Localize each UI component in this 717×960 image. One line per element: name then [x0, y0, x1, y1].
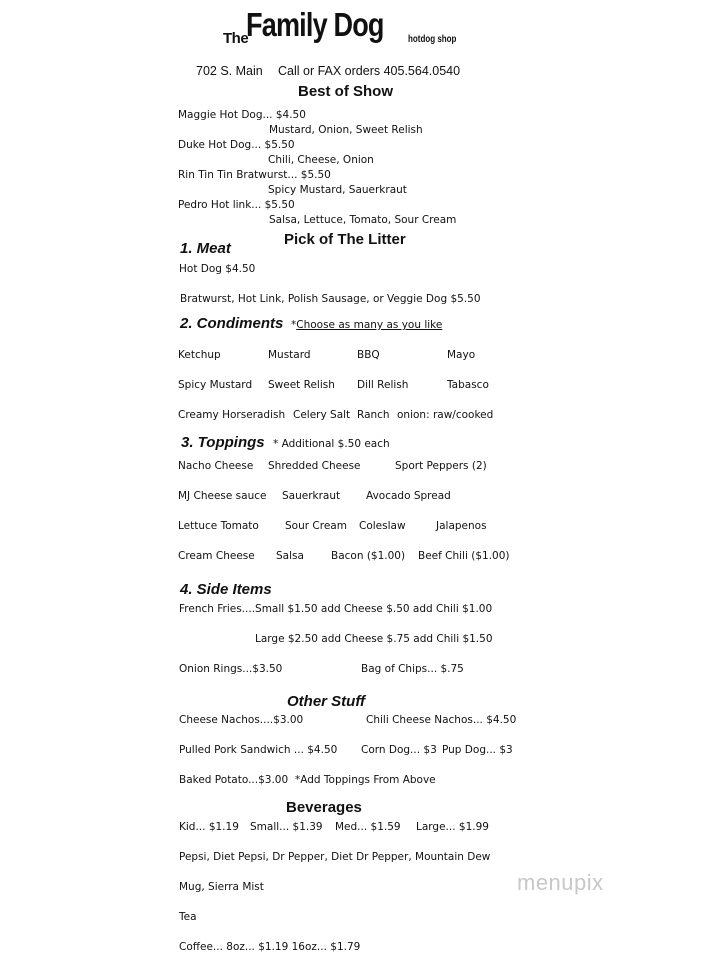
- meat-line: Hot Dog $4.50: [179, 263, 256, 275]
- address: 702 S. Main: [196, 64, 263, 78]
- beverage-size: Small... $1.39: [250, 821, 323, 833]
- logo-subtitle: hotdog shop: [408, 34, 457, 45]
- condiment: Celery Salt: [293, 409, 351, 421]
- beverage-size: Kid... $1.19: [179, 821, 239, 833]
- other-item: Baked Potato...$3.00: [179, 774, 289, 786]
- section-title-pick-of-litter: Pick of The Litter: [284, 231, 406, 248]
- menu-item-name: Rin Tin Tin Bratwurst... $5.50: [178, 169, 331, 181]
- menu-item-name: Pedro Hot link... $5.50: [178, 199, 295, 211]
- condiment: Creamy Horseradish: [178, 409, 286, 421]
- side-item-fries-small: French Fries....Small $1.50 add Cheese $.50 add Chili $1.00: [179, 603, 493, 615]
- condiment: Mustard: [268, 349, 311, 361]
- beverage-size: Med... $1.59: [335, 821, 401, 833]
- condiments-note-text: Choose as many as you like: [296, 319, 443, 331]
- menu-item-name: Duke Hot Dog... $5.50: [178, 139, 295, 151]
- topping: Avocado Spread: [366, 490, 451, 502]
- side-item-onion-rings: Onion Rings...$3.50: [179, 663, 283, 675]
- heading-toppings: 3. Toppings: [181, 434, 265, 451]
- topping: Shredded Cheese: [268, 460, 361, 472]
- topping: Salsa: [276, 550, 304, 562]
- topping: Sour Cream: [285, 520, 347, 532]
- heading-side-items: 4. Side Items: [180, 581, 272, 598]
- topping: MJ Cheese sauce: [178, 490, 267, 502]
- topping: Sauerkraut: [282, 490, 341, 502]
- beverage-line: Coffee... 8oz... $1.19 16oz... $1.79: [179, 941, 361, 953]
- condiment: Mayo: [447, 349, 476, 361]
- heading-meat: 1. Meat: [180, 240, 231, 257]
- topping: Coleslaw: [359, 520, 406, 532]
- heading-other-stuff: Other Stuff: [287, 693, 366, 710]
- menu-item-name: Maggie Hot Dog... $4.50: [178, 109, 306, 121]
- beverage-size: Large... $1.99: [416, 821, 489, 833]
- meat-line: Bratwurst, Hot Link, Polish Sausage, or Veggie Dog $5.50: [180, 293, 481, 305]
- topping: Lettuce Tomato: [178, 520, 259, 532]
- other-item: Chili Cheese Nachos... $4.50: [366, 714, 517, 726]
- side-item-chips: Bag of Chips... $.75: [361, 663, 464, 675]
- beverage-line: Tea: [179, 911, 197, 923]
- heading-condiments: 2. Condiments: [180, 315, 284, 332]
- condiment: Ketchup: [178, 349, 221, 361]
- menu-item-desc: Salsa, Lettuce, Tomato, Sour Cream: [269, 214, 457, 226]
- watermark-logo: menupix: [517, 870, 604, 895]
- other-item: Cheese Nachos....$3.00: [179, 714, 304, 726]
- topping: Bacon ($1.00): [331, 550, 406, 562]
- topping: Jalapenos: [436, 520, 487, 532]
- other-item: Pulled Pork Sandwich ... $4.50: [179, 744, 338, 756]
- condiment: Tabasco: [447, 379, 489, 391]
- side-item-fries-large: Large $2.50 add Cheese $.75 add Chili $1.50: [255, 633, 493, 645]
- logo-the: The: [223, 30, 249, 47]
- condiment: Sweet Relish: [268, 379, 335, 391]
- toppings-note: * Additional $.50 each: [273, 438, 390, 450]
- topping: Nacho Cheese: [178, 460, 254, 472]
- menu-item-desc: Chili, Cheese, Onion: [268, 154, 374, 166]
- topping: Sport Peppers (2): [395, 460, 487, 472]
- heading-beverages: Beverages: [286, 799, 362, 816]
- section-title-best-of-show: Best of Show: [298, 83, 394, 100]
- condiment: BBQ: [357, 349, 380, 361]
- menu-item-desc: Mustard, Onion, Sweet Relish: [269, 124, 423, 136]
- other-item: Corn Dog... $3: [361, 744, 437, 756]
- condiment: Ranch: [357, 409, 390, 421]
- condiments-note: *Choose as many as you like: [291, 319, 443, 331]
- beverage-line: Pepsi, Diet Pepsi, Dr Pepper, Diet Dr Pepper, Mountain Dew: [179, 851, 491, 863]
- other-item-note: *Add Toppings From Above: [295, 774, 436, 786]
- condiment: Dill Relish: [357, 379, 409, 391]
- topping: Beef Chili ($1.00): [418, 550, 510, 562]
- phone-line: Call or FAX orders 405.564.0540: [278, 64, 461, 78]
- condiment: onion: raw/cooked: [397, 409, 494, 421]
- topping: Cream Cheese: [178, 550, 255, 562]
- condiment: Spicy Mustard: [178, 379, 253, 391]
- menu-item-desc: Spicy Mustard, Sauerkraut: [268, 184, 407, 196]
- other-item: Pup Dog... $3: [442, 744, 513, 756]
- beverage-line: Mug, Sierra Mist: [179, 881, 264, 893]
- logo-main: Family Dog: [246, 6, 384, 43]
